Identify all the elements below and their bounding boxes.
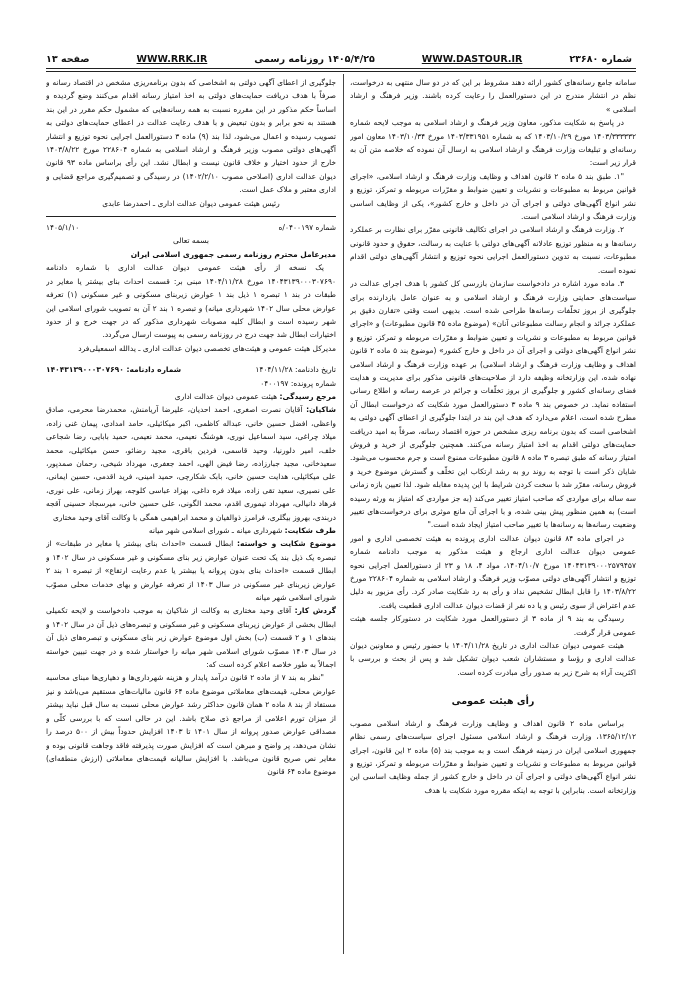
paragraph: جلوگیری از اعطای آگهی دولتی به اشخاصی که بدون برنامه‌ریزی مشخص در اقتصاد رسانه و صرفاً با هدف دریافت حمایت‌های دولتی به اخذ امتیاز رسانه اقدام می‌کنند وضع گردیده و اساساً حکم مذکور در این مقرره نسبت به همه رسانه‌هایی که مشمول حکم مقرر در این بند هستند به نحو برابر و بدون تبعیض و با هدف رعایت عدالت در اعطای حمایت‌های دولتی به تصویب رسیده و اعمال می‌شود، لذا بند (۹) ماده ۳ دستورالعمل اجرایی نحوه توزیع و انتشار آگهی‌های دولتی مصوب وزیر فرهنگ و ارشاد اسلامی به شماره ۲۲۸۶۰۴ مورخ ۱۴۰۳/۸/۲۲ خارج از حدود اختیار و خلاف قانون نیست و ابطال نشد. این رأی براساس ماده ۹۳ قانون دیوان عدالت اداری (اصلاحی مصوب ۱۴۰۲/۲/۱۰) در رسیدگی و تصمیم‌گیری مراجع قضایی و اداری معتبر و ملاک عمل است.: [46, 78, 336, 195]
plaintiffs-value: آقایان نصرت اصغری، احمد احدیان، علیرضا آریامنش، محمدرضا محرمی، صادق واعظی، افضل حسین خانی، عبداله کاظمی، اکبر میکائیلی، حامد امدادی، پیمان غنی زاده، میلاد چراغی، سید اسماعیل نوری، هوشنگ نعیمی، محمد نعیمی، حمید بابایی، رضا شجاعی خلف، امیر دلورنیا، وحید قاسمی، فردین باقری، مجید رضائو، حسن میکائیلی، محمد سعیدخانی، مجید جبارزاده، رضا فیض الهی، احمد جعفری، مهرداد شیخی، رحمان صمدپور، علی میکائیلی، هدایت حسین خانی، بابک شکارچی، حمید امینی، فرید اقدمی، حسین ایمانی، علی نصیری، سعید تقی زاده، میلاد فره داغی، بهزاد عباسی کلوجه، بهراز زمانی، علی نوری، فرهاد دانیالی، مهرداد تیموری اقدم، محمد الگونی، علی حسین خانی، میرسجاد حسینی آقجه دربندی، بهروز بیگلری، فرامرز ذوالفیان و محمد ابراهیمی همگی با وکالت آقای وحید مختاری: [46, 405, 336, 522]
left-column: [46, 76, 336, 956]
right-column: [350, 76, 636, 956]
grounds-line: [46, 604, 336, 671]
subject-line: [46, 537, 336, 604]
letter-date: ۱۴۰۵/۱/۱۰: [46, 223, 80, 233]
ruling-title: رأی هیئت عمومی: [451, 696, 535, 708]
spacer: [46, 355, 336, 363]
subject-label: موضوع شکایت و خواسته:: [237, 539, 336, 549]
section-divider: [46, 216, 336, 217]
signature: مدیرکل هیئت عمومی و هیئت‌های تخصصی دیوان عدالت اداری ـ یدالله اسمعیلی‌فرد: [78, 343, 336, 353]
plaintiffs-line: [46, 403, 336, 524]
paragraph: ۳. ماده مورد اشاره در دادخواست سازمان بازرسی کل کشور با هدف اجرای عدالت در سیاست‌های حمایتی وزارت فرهنگ و ارشاد اسلامی و به عنوان عامل بازدارنده برای جلوگیری از بروز تخلّفات رسانه‌ها طراحی شده است. بدیهی است وقتی «تقارن دقیق بر عملکرد جرائد و انجام رسالت مطبوعاتی آنان» (موضوع ماده ۴۵ قانون مطبوعات) و «اجرای قوانین مربوط به مطبوعات و نشریات و تعیین ضوابط و مقرّرات مربوطه و تمرکز، توزیع و نشر انواع آگهی‌های دولتی و اجرای آن در داخل و خارج کشور» (موضوع بند ۵ ماده ۲ قانون اهداف و وظایف وزارت فرهنگ و ارشاد اسلامی) بر عهده وزارت فرهنگ و ارشاد اسلامی نهاده شده، این وزارتخانه وظیفه دارد از صلاحیت‌های قانونی مذکور برای مدیریت و هدایت فضای رسانه‌ای کشور و جلوگیری از بروز تخلّفات و جرائم در عرصه رسانه و اطلاع رسانی استفاده نماید. در خصوص بند ۹ ماده ۳ دستورالعمل مورد شکایت که درخواست ابطال آن مطرح شده است، اعلام می‌دارد که هدف این بند در ابتدا جلوگیری از اعطای آگهی دولتی به اشخاصی است که بدون برنامه ریزی مشخص در حوزه اقتصاد رسانه، صرفاً به امید دریافت حمایت‌های دولتی اقدام به اخذ امتیاز رسانه می‌کنند. همچنین جلوگیری از خرید و فروش امتیاز رسانه که طبق تبصره ۳ ماده ۸ قانون مطبوعات ممنوع است و جرم محسوب می‌شود. شایان ذکر است با توجه به روند رو به رشد ارتکاب این تخلّف و گسترش موضوع خرید و فروش رسانه، مقرّر شد با سخت کردن شرایط با این پدیده مقابله شود. لذا تعیین بازه زمانی سه ساله برای مواردی که صاحب امتیاز تغییر می‌کند (به جز مواردی که امتیاز به ورثه رسیده است) به همین منظور پیش بینی شده، و با اجرای آن مانع موثری برای درخواست‌های تغییر وضعیت رسانه‌ها به رسانه‌ها با تغییر صاحب امتیاز ایجاد شده است.": [350, 279, 636, 530]
bismillah: بسمه تعالی: [172, 236, 210, 246]
grounds-value: آقای وحید مختاری به وکالت از شاکیان به موجب دادخواست و لایحه تکمیلی ابطال بخشی از عوارض زیربنای مسکونی و غیر مسکونی و تبصره‌های ذیل آن در سال ۱۴۰۲ و بندهای ۱ و ۲ قسمت (ب) بخش اول موضوع عوارض زیر بنای مسکونی و تبصره‌های ذیل آن در سال ۱۴۰۳ مصوّب شورای اسلامی شهر میانه را خواستار شده و در جهت تبیین خواسته اجمالاً به طور خلاصه اعلام کرده است که:: [46, 606, 336, 670]
paragraph: ۲. وزارت فرهنگ و ارشاد اسلامی در اجرای تکالیف قانونی مقرّر برای نظارت بر عملکرد رسانه‌ها و به منظور توزیع عادلانه آگهی‌های دولتی با عنایت به رسالت، حقوق و حدود قانونی مطبوعات، نسبت به تدوین دستورالعمل اجرایی نحوه توزیع و انتشار آگهی‌های دولتی اقدام نموده است.: [350, 225, 636, 275]
defendant-value: شهرداری میانه ـ شورای اسلامی شهر میانه: [148, 526, 285, 535]
page-header: [46, 50, 632, 68]
ruling-date: تاریخ دادنامه: ۱۴۰۴/۱۱/۲۸: [255, 365, 336, 375]
dastour-link[interactable]: WWW.DASTOUR.IR: [421, 53, 523, 65]
defendant-line: [46, 524, 336, 537]
subject-value: ابطال قسمت «احداث بنای بیشتر یا مغایر در طبقات» از تبصره یک ذیل بند یک تحت عنوان عوارض زیر بنای مسکونی و غیر مسکونی در سال ۱۴۰۲ و ابطال قسمت «احداث بنای بدون پروانه یا بیشتر یا عدم رعایت ارتفاع» از تبصره ۱ بند ۲ عوارض زیربنای غیر مسکونی در سال ۱۴۰۳ از تعرفه عوارض و بهای خدمات محلی مصوّب شورای اسلامی شهر میانه: [46, 539, 336, 603]
header-rule-double: [46, 71, 636, 72]
paragraph: "۱. طبق بند ۵ ماده ۲ قانون اهداف و وظایف وزارت فرهنگ و ارشاد اسلامی، «اجرای قوانین مربوط به مطبوعات و نشریات و تعیین ضوابط و مقرّرات مربوطه و تمرکز، توزیع و نشر انواع آگهی‌های دولتی و اجرای آن در داخل و خارج کشور»، یکی از وظایف اساسی وزارت فرهنگ و ارشاد اسلامی است.: [350, 171, 636, 222]
rrk-link[interactable]: WWW.RRK.IR: [136, 53, 208, 65]
case-number: شماره پرونده: ۰۴۰۰۱۹۷: [260, 378, 336, 388]
ruling-number: شماره دادنامه: ۱۴۰۴۳۱۳۹۰۰۰۳۰۷۶۹۰: [46, 365, 182, 375]
defendant-label: طرف شکایت:: [284, 526, 336, 535]
addressee: مدیرعامل محترم روزنامه رسمی جمهوری اسلامی ایران: [130, 249, 336, 259]
paragraph: رسیدگی به بند ۹ از ماده ۳ از دستورالعمل مورد شکایت در دستورکار جلسه هیئت عمومی قرار گرفت.: [350, 614, 636, 637]
plaintiffs-label: شاکیان:: [306, 405, 336, 415]
authority-value: هیئت عمومی دیوان عدالت اداری: [174, 391, 280, 401]
ruling-meta-row: [46, 363, 336, 376]
paragraph: براساس ماده ۲ قانون اهداف و وظایف وزارت فرهنگ و ارشاد اسلامی مصوب ۱۳۶۵/۱۲/۱۲، وزارت فرهنگ و ارشاد اسلامی مسئول اجرای سیاست‌های رسمی نظام جمهوری اسلامی ایران در زمینه فرهنگ است و به موجب بند (۵) ماده ۲ این قانون، اجرای قوانین مربوط به مطبوعات و نشریات و تعیین ضوابط و مقرّرات مربوطه و تمرکز، توزیع و نشر انواع آگهی‌های دولتی و اجرای آن در داخل و خارج کشور از جمله وظایف اساسی این وزارتخانه است. بنابراین با توجه به اینکه مقرره مورد شکایت با هدف: [350, 718, 636, 795]
header-rule: [46, 68, 636, 69]
authority-line: [46, 390, 336, 403]
signature: رئیس هیئت عمومی دیوان عدالت اداری ـ احمدرضا عابدی: [102, 198, 280, 208]
paragraph: در پاسخ به شکایت مذکور، معاون وزیر فرهنگ و ارشاد اسلامی به موجب لایحه شماره ۱۴۰۳/۳۳۳۳۳۲ مورخ ۱۴۰۳/۱۰/۲۹ که به شماره ۱۴۰۳/۳۳۱۹۵۱ مورخ ۱۴۰۳/۱۰/۳۴ معاون امور رسانه‌ای و تبلیغات وزارت فرهنگ و ارشاد اسلامی به ارسال آن نموده که خلاصه متن آن به قرار زیر است:: [350, 118, 636, 168]
gazette-date: ۱۴۰۵/۴/۲۵ روزنامه رسمی: [254, 53, 375, 65]
paragraph: سامانه جامع رسانه‌های کشور ارائه دهند مشروط بر این که در دو سال منتهی به درخواست، نظم در انتشار مندرج در این دستورالعمل را رعایت کرده باشند. وزیر فرهنگ و ارشاد اسلامی »: [350, 78, 636, 114]
paragraph: هیئت عمومی دیوان عدالت اداری در تاریخ ۱۴۰۴/۱۱/۲۸ با حضور رئیس و معاونین دیوان عدالت اداری و رؤسا و مستشاران شعب دیوان تشکیل شد و پس از بحث و بررسی با اکثریت آراء به شرح زیر به صدور رأی مبادرت کرده است.: [350, 641, 636, 677]
paragraph: در اجرای ماده ۸۴ قانون دیوان عدالت اداری پرونده به هیئت تخصصی اداری و امور عمومی دیوان عدالت اداری ارجاع و هیئت مذکور به موجب دادنامه شماره ۱۴۰۴۳۱۳۹۰۰۰۲۵۷۹۴۵۷ مورخ ۱۴۰۴/۱۰/۷، مواد ۴، ۱۸ و ۲۳ از دستورالعمل اجرایی نحوه توزیع و انتشار آگهی‌های دولتی مصوّب وزیر فرهنگ و ارشاد اسلامی به شماره ۲۲۸۶۰۴ مورخ ۱۴۰۳/۸/۲۲ را قابل ابطال تشخیص نداد و رأی به رد شکایت صادر کرد. رأی مزبور به دلیل عدم اعتراض از سوی رئیس و یا ده نفر از قضات دیوان عدالت اداری قطعیت یافت.: [350, 533, 636, 610]
paragraph: "نظر به بند ۷ از ماده ۲ قانون درآمد پایدار و هزینه شهرداری‌ها و دهیاری‌ها مبنای محاسبه عوارض محلی، قیمت‌های معاملاتی موضوع ماده ۶۴ قانون مالیات‌های مستقیم می‌باشد و نیز مستفاد از بند ۸ ماده ۲ همان قانون حداکثر رشد عوارض محلی نسبت به سال قبل نباید بیشتر از میزان تورم اعلامی از مراجع ذی صلاح باشد. این در حالی است که با بررسی کلّی و مصداقی عوارض صدور پروانه از سال ۱۴۰۱ تا ۱۴۰۳ افزایش حدوداً بیش از ۵۰۰ درصد را نشان می‌دهد، پر واضح و مبرهن است که افزایش صورت پذیرفته فاقد وجاهت قانونی بوده و مغایر نص صریح قانون می‌باشد. با افزایش سالیانه قیمت‌های معاملاتی (ارزش منطقه‌ای) موضوع ماده ۶۴ قانون: [46, 673, 336, 777]
grounds-label: گردش کار:: [294, 606, 336, 616]
paragraph: یک نسخه از رأی هیئت عمومی دیوان عدالت اداری با شماره دادنامه ۱۴۰۴۳۱۳۹۰۰۰۳۰۷۶۹۰ مورخ ۱۴۰۴/۱۱/۲۸ مبنی بر: قسمت احداث بنای بیشتر یا مغایر در طبقات در بند ۱ تبصره ۱ ذیل بند ۱ عوارض زیربنای مسکونی و غیر مسکونی (۱) تعرفه عوارض محلی سال ۱۴۰۲ شهرداری میانه) و تبصره ۱ بند ۲ آن به تصویب شورای اسلامی این شهر رسیده است و ابطال کلیه مصوبات شهرداری مذکور که در جهت خرج و از حدود اختیارات ابطال شد جهت درج در روزنامه رسمی به پیوست ارسال می‌گردد.: [46, 263, 336, 340]
authority-label: مرجع رسیدگی:: [279, 391, 336, 401]
issue-number: شماره ۲۳۶۸۰: [569, 53, 632, 65]
letter-number: شماره ۰۴۰۰۱۹۷/ه: [278, 223, 336, 233]
letter-number-row: [46, 221, 336, 234]
page-number: صفحه ۱۳: [46, 53, 90, 65]
column-separator: [343, 74, 344, 954]
